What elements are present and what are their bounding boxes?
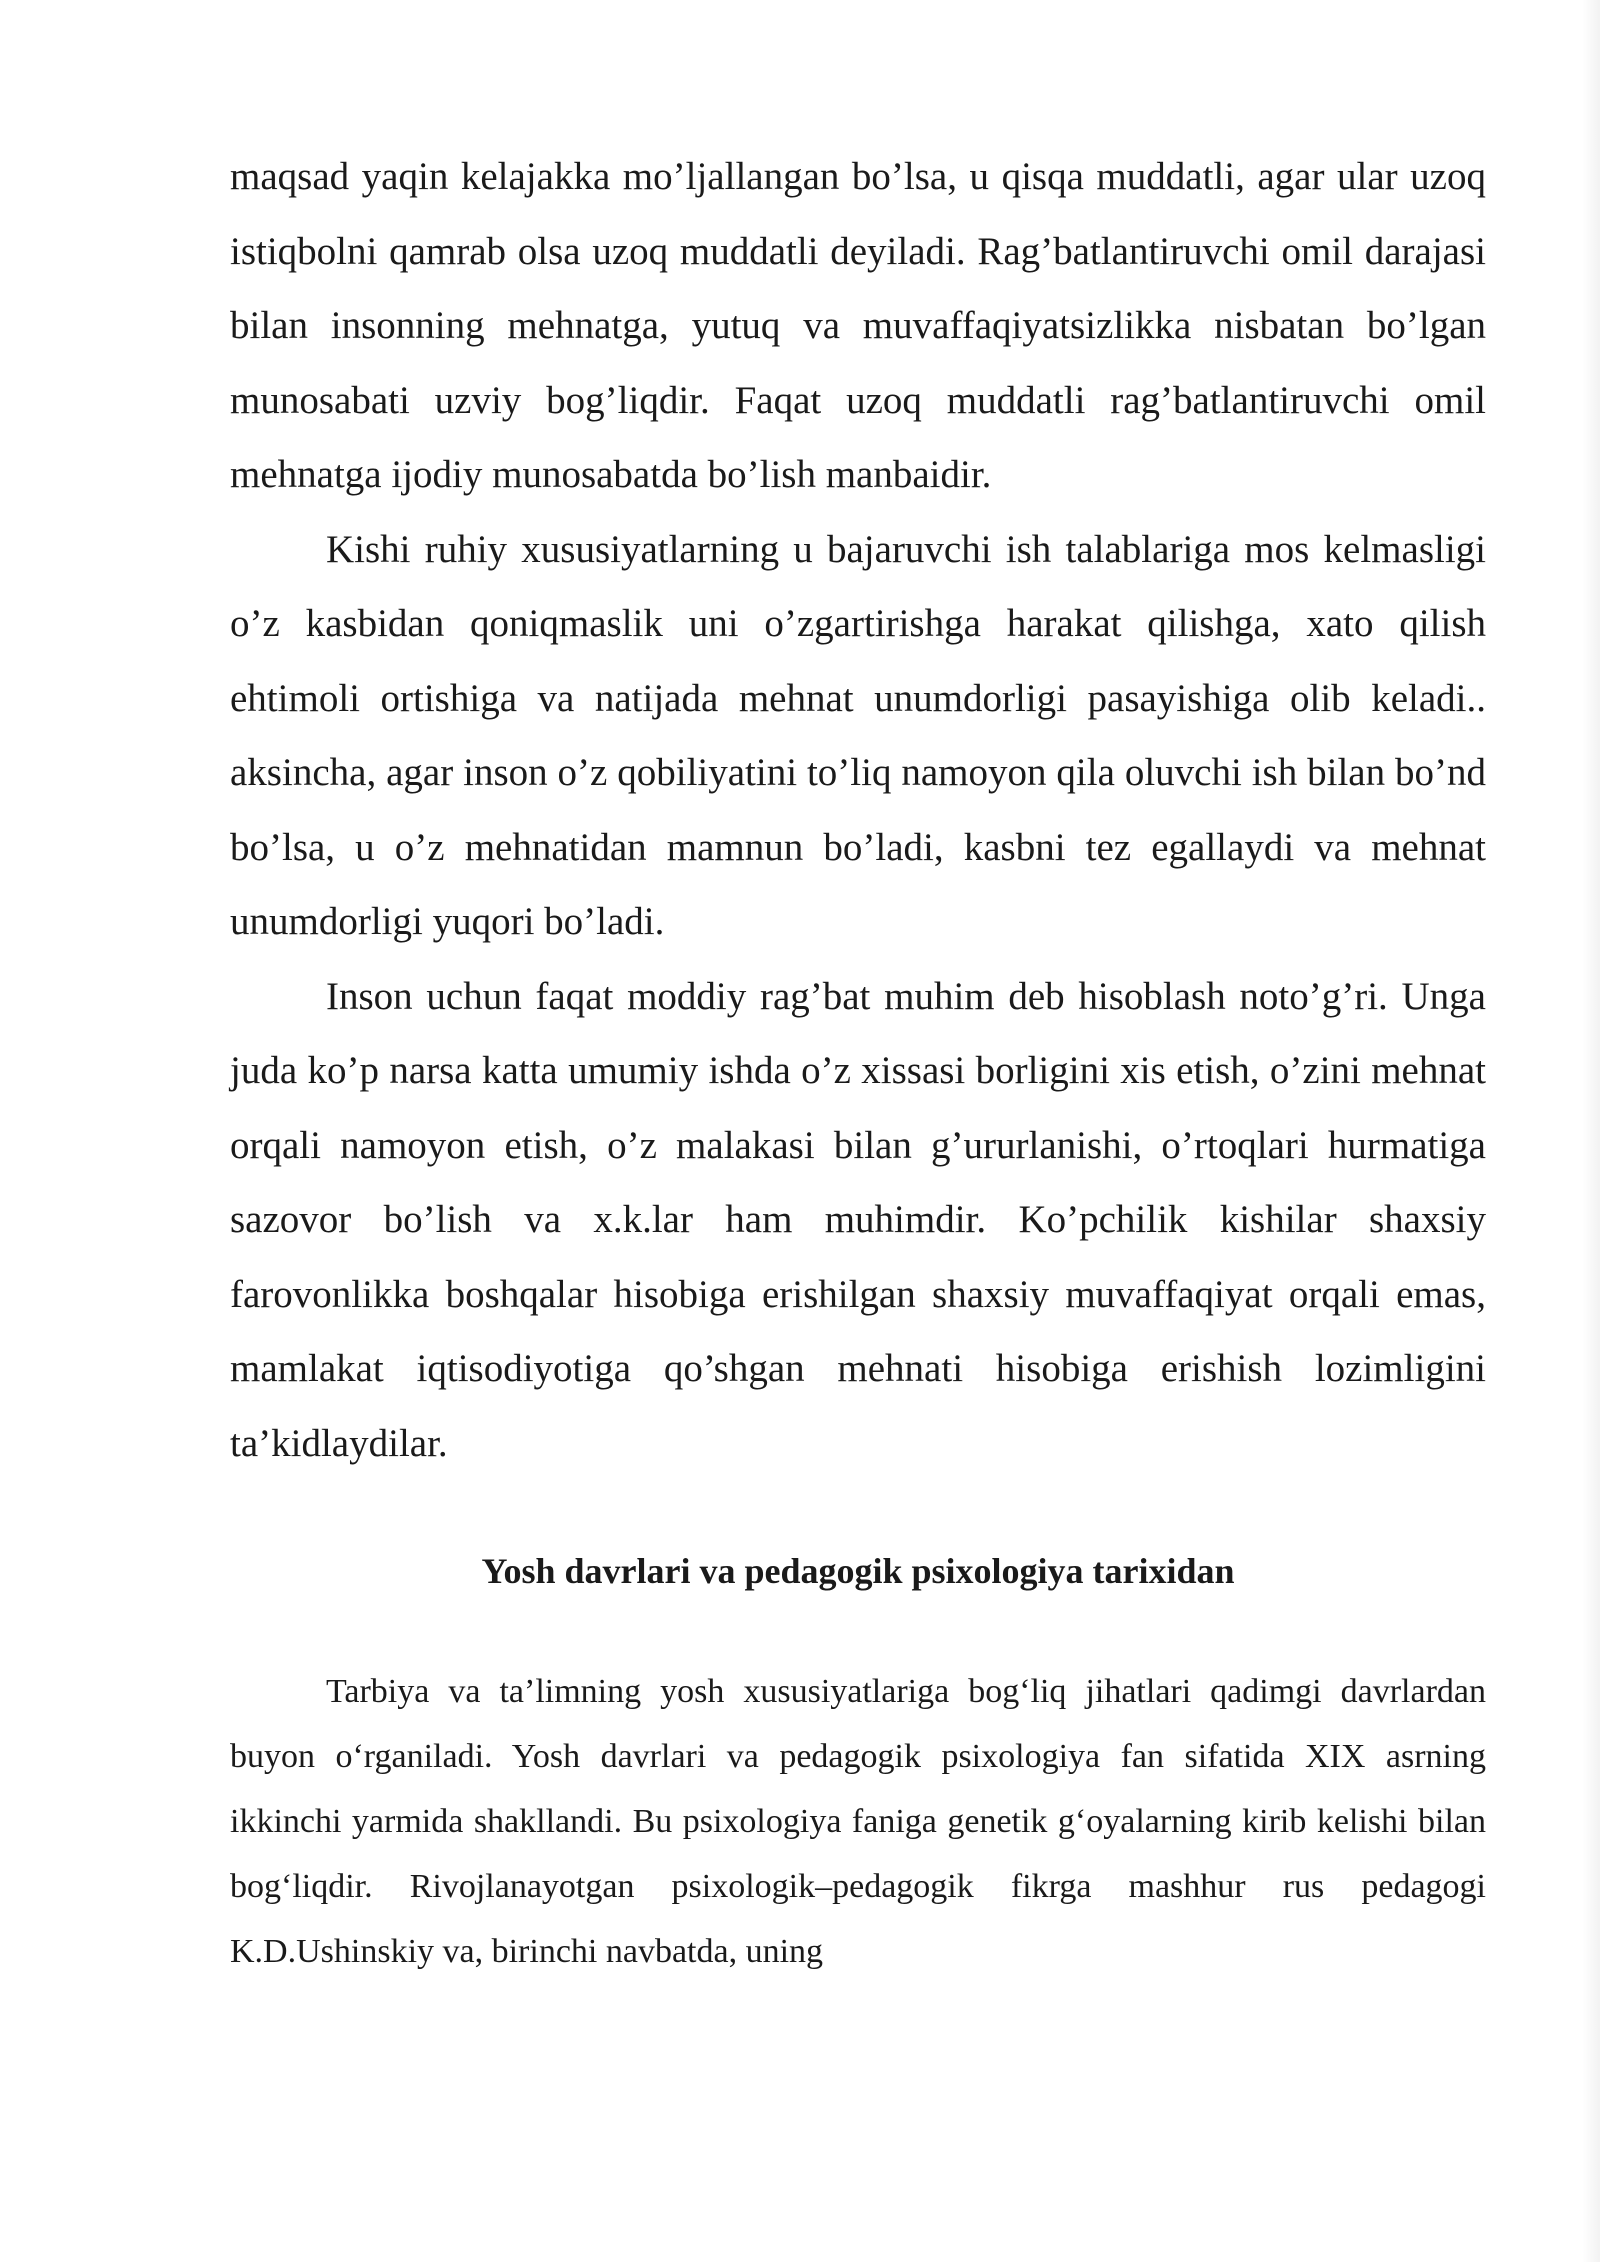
section-heading: Yosh davrlari va pedagogik psixologiya tarixidan bbox=[481, 1551, 1235, 1591]
spacer bbox=[230, 1481, 1486, 1547]
paragraph-2: Kishi ruhiy xususiyatlarning u bajaruvchi ish talablariga mos kelmasligi o’z kasbidan qoniqmaslik uni o’zgartirishga harakat qilishga, xato qilish ehtimoli ortishiga va natijada mehnat unumdorligi pasayishiga olib keladi.. aksincha, agar inson o’z qobiliyatini to’liq namoyon qila oluvchi ish bilan bo’nd bo’lsa, u o’z mehnatidan mamnun bo’ladi, kasbni tez egallaydi va mehnat unumdorligi yuqori bo’ladi. bbox=[230, 527, 1486, 943]
paragraph-1: maqsad yaqin kelajakka mo’ljallangan bo’lsa, u qisqa muddatli, agar ular uzoq istiqbolni qamrab olsa uzoq muddatli deyiladi. Rag’batlantiruvchi omil darajasi bilan insonning mehnatga, yutuq va muvaffaqiyatsizlikka nisbatan bo’lgan munosabati uzviy bog’liqdir. Faqat uzoq muddatli rag’batlantiruvchi omil mehnatga ijodiy munosabatda bo’lish manbaidir. bbox=[230, 155, 1486, 496]
spacer bbox=[230, 1595, 1486, 1659]
paragraph-3: Inson uchun faqat moddiy rag’bat muhim deb hisoblash noto’g’ri. Unga juda ko’p narsa katta umumiy ishda o’z xissasi borligini xis etish, o’zini mehnat orqali namoyon etish, o’z malakasi bilan g’ururlanishi, o’rtoqlari hurmatiga sazovor bo’lish va x.k.lar ham muhimdir. Ko’pchilik kishilar shaxsiy farovonlikka boshqalar hisobiga erishilgan shaxsiy muvaffaqiyat orqali emas, mamlakat iqtisodiyotiga qo’shgan mehnati hisobiga erishish lozimligini ta’kidlaydilar. bbox=[230, 974, 1486, 1465]
page-edge-shadow bbox=[1582, 0, 1600, 2262]
paragraph-4: Tarbiya va ta’limning yosh xususiyatlariga bog‘liq jihatlari qadimgi davrlardan buyon o‘rganiladi. Yosh davrlari va pedagogik psixologiya fan sifatida XIX asrning ikkinchi yarmida shakllandi. Bu psixologiya faniga genetik g‘oyalarning kirib kelishi bilan bog‘liqdir. Rivojlanayotgan psixologik–pedagogik fikrga mashhur rus pedagogi K.D.Ushinskiy va, birinchi navbatda, uning bbox=[230, 1673, 1486, 1970]
document-body bbox=[230, 140, 1486, 1984]
